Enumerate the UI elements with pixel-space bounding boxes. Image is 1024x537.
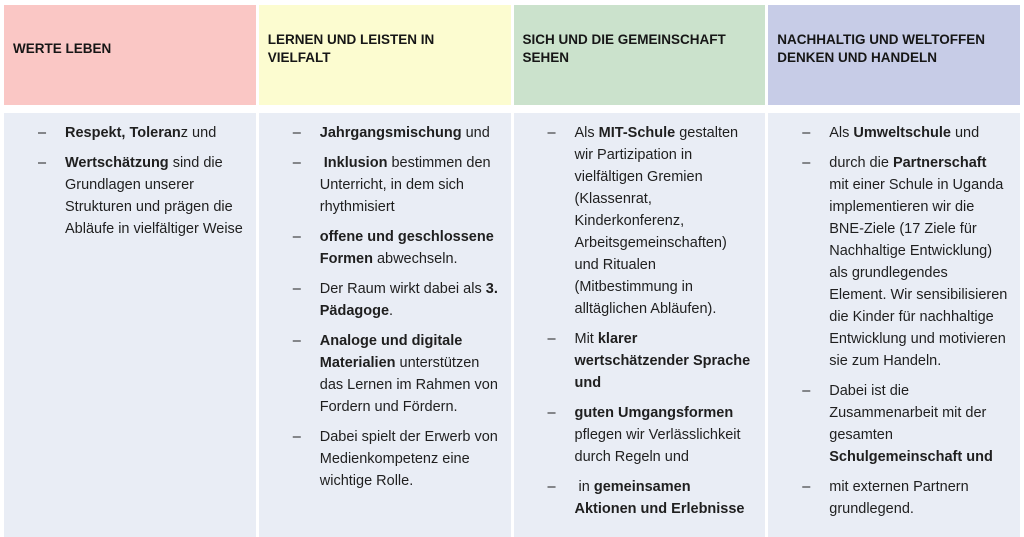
column-gemeinschaft-sehen — [514, 5, 766, 537]
bullet-dash: – — [547, 331, 556, 347]
column-body — [768, 113, 1020, 537]
bullet-text: Jahrgangsmischung und — [319, 125, 490, 141]
column-nachhaltig-weltoffen — [768, 5, 1020, 537]
bullet-list — [514, 122, 754, 520]
bullet-dash: – — [802, 383, 811, 399]
program-table — [4, 5, 1020, 522]
bullet-item — [259, 426, 499, 492]
column-lernen-und-leisten — [259, 5, 511, 537]
column-body — [514, 113, 766, 537]
bullet-dash: – — [292, 429, 301, 445]
bullet-item — [259, 122, 499, 144]
bullet-item — [768, 476, 1008, 520]
column-body — [4, 113, 256, 537]
bullet-dash: – — [292, 155, 301, 171]
bullet-text: Dabei ist die Zusammenarbeit mit der gesamten Schulgemeinschaft und — [829, 383, 993, 465]
bullet-dash: – — [38, 155, 47, 171]
bullet-text: mit externen Partnern grundlegend. — [829, 479, 969, 517]
column-werte-leben — [4, 5, 256, 537]
bullet-item — [514, 402, 754, 468]
bullet-list — [4, 122, 244, 240]
column-header — [4, 5, 256, 105]
bullet-item — [514, 328, 754, 394]
bullet-dash: – — [547, 125, 556, 141]
bullet-text: Respekt, Toleranz und — [65, 125, 217, 141]
column-title: LERNEN UND LEISTEN IN VIELFALT — [267, 32, 435, 65]
bullet-item — [4, 122, 244, 144]
column-title: WERTE LEBEN — [13, 41, 112, 56]
bullet-dash: – — [292, 333, 301, 349]
bullet-dash: – — [547, 479, 556, 495]
column-title: SICH UND DIE GEMEINSCHAFT SEHEN — [522, 32, 726, 65]
bullet-item — [768, 122, 1008, 144]
bullet-dash: – — [38, 125, 47, 141]
bullet-dash: – — [292, 125, 301, 141]
bullet-text: Mit klarer wertschätzender Sprache und — [574, 331, 751, 391]
bullet-item — [514, 476, 754, 520]
bullet-dash: – — [292, 229, 301, 245]
bullet-item — [768, 380, 1008, 468]
bullet-dash: – — [292, 281, 301, 297]
bullet-text: Inklusion bestimmen den Unterricht, in dem sich rhythmisiert — [319, 155, 491, 215]
bullet-item — [514, 122, 754, 320]
bullet-dash: – — [802, 479, 811, 495]
bullet-item — [4, 152, 244, 240]
bullet-text: Als Umweltschule und — [829, 125, 980, 141]
bullet-text: Als MIT-Schule gestalten wir Partizipation in vielfältigen Gremien (Klassenrat, Kinderkonferenz, Arbeitsgemeinschaften) und Ritualen (Mitbestimmung in alltäglichen Abläufen). — [574, 125, 739, 317]
bullet-list — [768, 122, 1008, 520]
bullet-text: Dabei spielt der Erwerb von Medienkompetenz eine wichtige Rolle. — [319, 429, 498, 489]
bullet-text: in gemeinsamen Aktionen und Erlebnisse — [574, 479, 745, 517]
bullet-item — [259, 226, 499, 270]
bullet-text: durch die Partnerschaft mit einer Schule in Uganda implementieren wir die BNE-Ziele (17 Ziele für Nachhaltige Entwicklung) als grundlegendes Element. Wir sensibilisieren die Kinder für nachhaltige Entwicklung und motivieren sie zum Handeln. — [829, 155, 1008, 369]
bullet-dash: – — [547, 405, 556, 421]
bullet-item — [259, 152, 499, 218]
bullet-item — [259, 330, 499, 418]
bullet-item — [768, 152, 1008, 372]
column-title: NACHHALTIG UND WELTOFFEN DENKEN UND HANDELN — [777, 32, 985, 65]
bullet-list — [259, 122, 499, 492]
bullet-text: Analoge und digitale Materialien unterstützen das Lernen im Rahmen von Fordern und Fördern. — [319, 333, 498, 415]
bullet-dash: – — [802, 125, 811, 141]
bullet-dash: – — [802, 155, 811, 171]
column-body — [259, 113, 511, 537]
column-header — [768, 5, 1020, 105]
bullet-item — [259, 278, 499, 322]
column-header — [514, 5, 766, 105]
bullet-text: Wertschätzung sind die Grundlagen unserer Strukturen und prägen die Abläufe in vielfältiger Weise — [65, 155, 243, 237]
column-header — [259, 5, 511, 105]
bullet-text: offene und geschlossene Formen abwechseln. — [319, 229, 494, 267]
bullet-text: guten Umgangsformen pflegen wir Verlässlichkeit durch Regeln und — [574, 405, 741, 465]
bullet-text: Der Raum wirkt dabei als 3. Pädagoge. — [319, 281, 498, 319]
